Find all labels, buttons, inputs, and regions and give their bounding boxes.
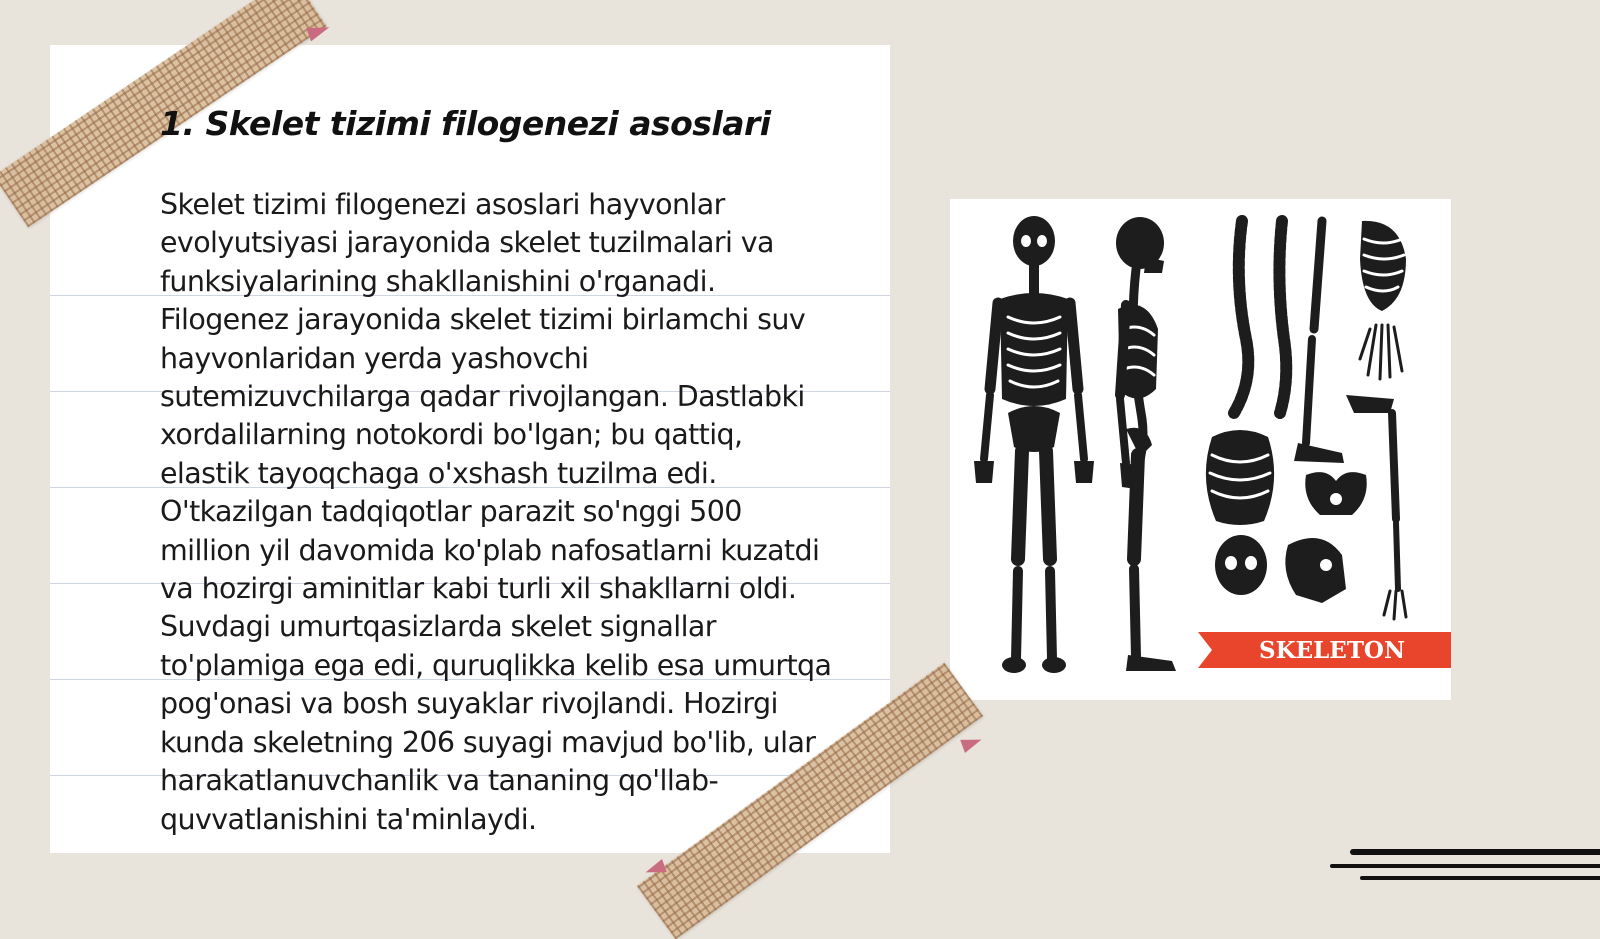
pin-marker xyxy=(960,733,984,753)
front-skeleton-icon xyxy=(974,216,1094,673)
rib-cage-icon xyxy=(1360,221,1406,311)
brush-stroke xyxy=(1350,849,1600,855)
pelvis-icon xyxy=(1305,472,1366,515)
leg-bone-icon xyxy=(1294,221,1344,463)
skull-front-icon xyxy=(1215,535,1267,595)
hand-bones-icon xyxy=(1360,325,1402,379)
skeleton-label: SKELETON xyxy=(1258,637,1406,664)
skeleton-label-banner xyxy=(1198,632,1451,668)
skull-side-icon xyxy=(1285,538,1346,603)
side-skeleton-icon xyxy=(1116,217,1176,671)
slide-body-text: Skelet tizimi filogenezi asoslari hayvonlar evolyutsiyasi jarayonida skelet tuzilmalari va funksiyalarining shakllanishini o'rganadi. Filogenez jarayonida skelet tizimi birlamchi suv hayvonlaridan yerda yashovchi sutemizuvchilarga qadar rivojlangan. Dastlabki xordalilarning notokordi bo'lgan; bu qattiq, elastik tayoqchaga o'xshash tuzilma edi. O'tkazilgan tadqiqotlar parazit so'nggi 500 million yil davomida ko'plab nafosatlarni kuzatdi va hozirgi aminitlar kabi turli xil shakllarni oldi. Suvdagi umurtqasizlarda skelet signallar to'plamiga ega edi, quruqlikka kelib esa umurtqa pog'onasi va bosh suyaklar rivojlandi. Hozirgi kunda skeletning 206 suyagi mavjud bo'lib, ular harakatlanuvchanlik va tananing qo'llab-quvvatlanishini ta'minlaydi. xyxy=(160,188,832,836)
slide-title: 1. Skelet tizimi filogenezi asoslari xyxy=(160,104,771,143)
skeleton-illustration xyxy=(950,199,1451,700)
brush-stroke xyxy=(1330,864,1600,868)
brush-stroke xyxy=(1360,876,1600,880)
rib-cage-front-icon xyxy=(1206,430,1274,525)
spine-icon xyxy=(1234,221,1286,413)
